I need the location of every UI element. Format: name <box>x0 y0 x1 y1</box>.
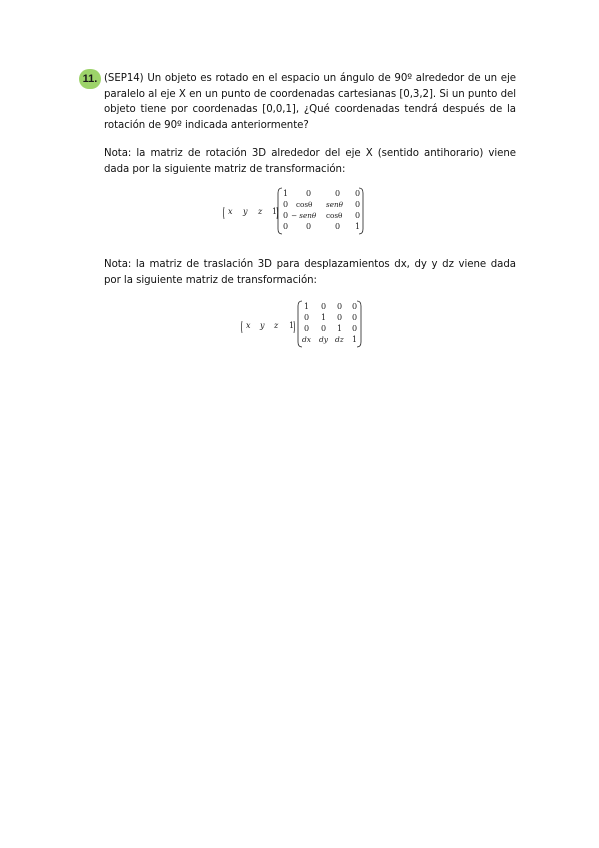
tr-cell-1-2: 0 <box>337 313 343 322</box>
rot-matrix-bracket-left <box>278 188 282 234</box>
tr-cell-2-3: 0 <box>352 324 358 333</box>
tr-cell-2-2: 1 <box>337 324 343 333</box>
tr-vec-one: 1 <box>289 321 295 330</box>
tr-matrix-bracket-right <box>357 301 361 347</box>
rot-cell-2-1: − senθ <box>291 211 317 220</box>
rot-cell-0-3: 0 <box>355 189 361 198</box>
rot-cell-1-3: 0 <box>355 200 361 209</box>
rot-vec-y: y <box>243 207 248 216</box>
tr-cell-0-0: 1 <box>304 302 310 311</box>
tr-cell-3-0: dx <box>302 335 312 344</box>
tr-cell-1-1: 1 <box>321 313 327 322</box>
rot-cell-0-0: 1 <box>283 189 289 198</box>
tr-cell-0-3: 0 <box>352 302 358 311</box>
rot-cell-1-2: senθ <box>326 200 343 209</box>
rot-cell-2-0: 0 <box>283 211 289 220</box>
tr-cell-0-1: 0 <box>321 302 327 311</box>
tr-cell-2-0: 0 <box>304 324 310 333</box>
rot-cell-1-0: 0 <box>283 200 289 209</box>
translation-matrix <box>240 298 370 350</box>
tr-cell-3-3: 1 <box>352 335 358 344</box>
tr-cell-0-2: 0 <box>337 302 343 311</box>
tr-cell-1-0: 0 <box>304 313 310 322</box>
rot-cell-3-1: 0 <box>306 222 312 231</box>
rot-cell-2-3: 0 <box>355 211 361 220</box>
rot-vec-one: 1 <box>272 207 278 216</box>
tr-cell-2-1: 0 <box>321 324 327 333</box>
rot-cell-0-1: 0 <box>306 189 312 198</box>
rot-cell-0-2: 0 <box>335 189 341 198</box>
tr-vec-y: y <box>260 321 265 330</box>
question-number-badge: 11. <box>79 69 101 89</box>
rot-cell-1-1: cosθ <box>296 200 313 209</box>
tr-vec-x: x <box>246 321 251 330</box>
rotation-matrix <box>222 185 372 237</box>
rot-cell-2-2: cosθ <box>326 211 343 220</box>
tr-vec-paren-left <box>242 321 243 333</box>
rotation-note: Nota: la matriz de rotación 3D alrededor del eje X (sentido antihorario) viene dada por la siguiente matriz de transformación: <box>104 148 516 175</box>
tr-cell-3-1: dy <box>319 335 329 344</box>
rot-cell-3-2: 0 <box>335 222 341 231</box>
rot-vec-x: x <box>228 207 233 216</box>
tr-vec-z: z <box>274 321 279 330</box>
question-text: (SEP14) Un objeto es rotado en el espacio un ángulo de 90º alrededor de un eje paralelo al eje X en un punto de coordenadas cartesianas [0,3,2]. Si un punto del objeto tiene por coordenadas [0,0,1], ¿Qué coordenadas tendrá después de la rotación de 90º indicada anteriormente? <box>104 73 516 131</box>
tr-cell-1-3: 0 <box>352 313 358 322</box>
tr-cell-3-2: dz <box>335 335 344 344</box>
rot-vec-paren-left <box>224 207 225 219</box>
rot-vec-z: z <box>258 207 263 216</box>
rot-cell-3-0: 0 <box>283 222 289 231</box>
rot-cell-3-3: 1 <box>355 222 361 231</box>
translation-note: Nota: la matriz de traslación 3D para desplazamientos dx, dy y dz viene dada por la siguiente matriz de transformación: <box>104 259 516 286</box>
